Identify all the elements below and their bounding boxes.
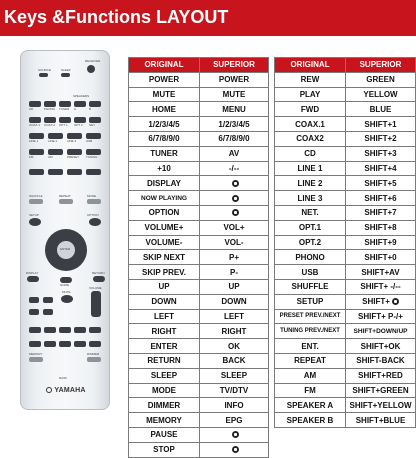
remote-button-label: OPTION <box>87 213 99 217</box>
superior-key-label: VOL+ <box>223 223 245 233</box>
superior-key-label: P- <box>230 267 238 277</box>
superior-key-label: TV/DTV <box>219 385 249 395</box>
superior-key-label: SHIFT+YELLOW <box>349 400 412 410</box>
superior-key-label: SHIFT+ -/-- <box>360 282 401 292</box>
superior-key-label: SHIFT-BACK <box>356 356 405 366</box>
original-key-cell: OPT.1 <box>275 220 346 235</box>
superior-key-cell <box>346 294 416 309</box>
superior-key-cell <box>346 265 416 280</box>
remote-button-label: OPT 1 <box>59 123 68 127</box>
superior-key-cell <box>346 176 416 191</box>
superior-key-cell <box>346 161 416 176</box>
table-row <box>275 102 416 117</box>
table-row <box>275 265 416 280</box>
remote-button-label: FM <box>29 155 34 159</box>
superior-key-cell <box>200 205 269 220</box>
remote-button-label: LINE 1 <box>29 139 39 143</box>
superior-key-cell <box>346 368 416 383</box>
superior-key-cell <box>200 413 269 428</box>
original-key-cell: 6/7/8/9/0 <box>129 131 200 146</box>
remote-button-label: AM <box>48 155 53 159</box>
remote-control-image <box>20 50 110 410</box>
superior-key-label: SHIFT+8 <box>364 223 397 233</box>
superior-key-label: UP <box>228 282 240 292</box>
right-table-header-row <box>275 58 416 73</box>
table-row <box>129 398 269 413</box>
remote-button-label: HOME <box>60 283 69 287</box>
table-row <box>275 235 416 250</box>
remote-button-label: SOURCE <box>38 68 51 72</box>
remote-button-label: PRESET <box>67 155 80 159</box>
original-key-cell: VOLUME- <box>129 235 200 250</box>
brand-logo <box>21 387 111 394</box>
table-row <box>129 353 269 368</box>
shuffle-button <box>29 199 43 204</box>
superior-key-label: SHIFT+AV <box>361 267 400 277</box>
brand-name: YAMAHA <box>54 387 86 394</box>
display-button <box>27 276 39 282</box>
display-icon <box>232 180 239 187</box>
table-row <box>275 176 416 191</box>
dimmer-button <box>87 357 101 362</box>
remote-button-label: DISPLAY <box>26 271 39 275</box>
table-row <box>129 146 269 161</box>
superior-key-cell <box>200 398 269 413</box>
table-row <box>129 427 269 442</box>
superior-key-cell <box>200 383 269 398</box>
table-row <box>129 205 269 220</box>
remote-model-label: RAS5 <box>59 376 67 380</box>
column-superior-header: SUPERIOR <box>346 58 416 73</box>
superior-key-label: YELLOW <box>363 89 398 99</box>
superior-key-label: POWER <box>218 75 250 85</box>
table-row <box>129 131 269 146</box>
table-row <box>129 102 269 117</box>
superior-key-cell <box>346 279 416 294</box>
remote-button-label: LINE 3 <box>67 139 77 143</box>
remote-button-label: MODE <box>87 194 96 198</box>
table-row <box>275 161 416 176</box>
remote-key <box>29 169 44 175</box>
superior-key-label: RIGHT <box>221 326 247 336</box>
table-row <box>275 146 416 161</box>
superior-key-label: INFO <box>224 400 244 410</box>
remote-button-label: RECEIVER <box>85 59 101 63</box>
superior-key-label: VOL- <box>224 237 244 247</box>
superior-key-cell <box>200 339 269 354</box>
table-row <box>129 250 269 265</box>
superior-key-cell <box>346 398 416 413</box>
original-key-cell: COAX2 <box>275 131 346 146</box>
table-row <box>129 161 269 176</box>
table-row <box>275 250 416 265</box>
original-key-cell: PLAY <box>275 87 346 102</box>
option-button <box>89 218 101 226</box>
superior-key-label: SHIFT+1 <box>364 119 397 129</box>
original-key-cell: SKIP PREV. <box>129 265 200 280</box>
column-superior-header: SUPERIOR <box>200 58 269 73</box>
superior-key-cell <box>200 235 269 250</box>
table-row <box>275 72 416 87</box>
superior-key-cell <box>200 265 269 280</box>
remote-button-label: SHUFFLE <box>29 194 43 198</box>
remote-button-label: COAX 2 <box>44 123 56 127</box>
remote-button-label: USB <box>86 139 93 143</box>
superior-key-label: SHIFT+DOWN/UP <box>353 327 408 335</box>
memory-button <box>29 357 43 362</box>
remote-key <box>86 169 101 175</box>
original-key-cell: ENTER <box>129 339 200 354</box>
table-row <box>129 339 269 354</box>
table-row <box>129 279 269 294</box>
original-key-cell: DIMMER <box>129 398 200 413</box>
transport-key <box>29 297 39 303</box>
superior-key-cell <box>346 353 416 368</box>
superior-key-cell <box>346 102 416 117</box>
return-button <box>93 276 105 282</box>
mode-button <box>87 199 101 204</box>
table-row <box>275 324 416 339</box>
remote-button-label: PHONO <box>44 107 56 111</box>
superior-key-label: 1/2/3/4/5 <box>218 119 250 129</box>
remote-key <box>74 327 86 333</box>
mute-button <box>61 295 73 303</box>
superior-key-cell <box>200 191 269 206</box>
remote-button-label: B <box>89 107 92 111</box>
table-row <box>275 353 416 368</box>
superior-key-cell <box>346 339 416 354</box>
remote-button-label: TUNING <box>86 155 98 159</box>
table-row <box>275 131 416 146</box>
table-row <box>275 279 416 294</box>
remote-button-label: LINE 2 <box>48 139 58 143</box>
table-row <box>275 368 416 383</box>
table-row <box>129 294 269 309</box>
superior-key-cell <box>200 146 269 161</box>
remote-button-label: MEMORY <box>29 352 43 356</box>
original-key-cell: TUNING PREV./NEXT <box>275 324 346 339</box>
remote-key <box>67 169 82 175</box>
superior-key-label: SHIFT+5 <box>364 178 397 188</box>
superior-key-label: BLUE <box>369 104 392 114</box>
remote-key <box>44 327 56 333</box>
remote-button-label: NET <box>89 123 95 127</box>
table-row <box>129 235 269 250</box>
remote-key <box>48 169 63 175</box>
original-key-cell: SLEEP <box>129 368 200 383</box>
table-row <box>275 191 416 206</box>
superior-key-cell <box>200 117 269 132</box>
superior-key-label: SHIFT+ <box>362 297 390 307</box>
superior-key-label: GREEN <box>366 75 395 85</box>
original-key-cell: HOME <box>129 102 200 117</box>
table-row <box>129 191 269 206</box>
original-key-cell: SPEAKER B <box>275 413 346 428</box>
superior-key-cell <box>346 383 416 398</box>
table-row <box>129 265 269 280</box>
superior-key-cell <box>346 413 416 428</box>
superior-key-cell <box>200 87 269 102</box>
superior-key-label: SHIFT+RED <box>358 371 403 381</box>
table-row <box>275 205 416 220</box>
original-key-cell: CD <box>275 146 346 161</box>
table-row <box>129 117 269 132</box>
original-key-cell: SPEAKER A <box>275 398 346 413</box>
setup-button <box>29 218 41 226</box>
original-key-cell: TUNER <box>129 146 200 161</box>
original-key-cell: STOP <box>129 442 200 457</box>
table-row <box>275 220 416 235</box>
column-original-header: ORIGINAL <box>275 58 346 73</box>
superior-key-cell <box>200 442 269 457</box>
table-row <box>129 176 269 191</box>
transport-key <box>43 297 53 303</box>
source-button <box>39 73 48 77</box>
transport-key <box>29 309 39 315</box>
original-key-cell: MUTE <box>129 87 200 102</box>
yamaha-tuning-fork-icon <box>46 387 52 393</box>
original-key-cell: +10 <box>129 161 200 176</box>
remote-key <box>89 327 101 333</box>
remote-button-label: TUNER <box>59 107 70 111</box>
table-row <box>275 398 416 413</box>
superior-key-cell <box>200 279 269 294</box>
remote-key <box>89 341 101 347</box>
superior-key-cell <box>200 72 269 87</box>
table-row <box>129 309 269 324</box>
table-row <box>129 324 269 339</box>
left-table-header-row <box>129 58 269 73</box>
original-key-cell: LINE 1 <box>275 161 346 176</box>
header-banner <box>0 0 416 36</box>
original-key-cell: MEMORY <box>129 413 200 428</box>
superior-key-label: SHIFT+0 <box>364 252 397 262</box>
remote-button-label: VOLUME <box>89 286 102 290</box>
superior-key-cell <box>200 309 269 324</box>
remote-key <box>29 341 41 347</box>
table-row <box>129 383 269 398</box>
table-row <box>275 413 416 428</box>
superior-key-label: SHIFT+BLUE <box>355 415 406 425</box>
original-key-cell: NET. <box>275 205 346 220</box>
superior-key-label: MUTE <box>222 89 246 99</box>
original-key-cell: LEFT <box>129 309 200 324</box>
original-key-cell: UP <box>129 279 200 294</box>
remote-button-label: MUTE <box>62 290 71 294</box>
original-key-cell: POWER <box>129 72 200 87</box>
original-key-cell: FWD <box>275 102 346 117</box>
volume-rocker <box>91 291 101 317</box>
remote-button-label: RETURN <box>92 271 105 275</box>
superior-key-label: MENU <box>222 104 246 114</box>
superior-key-cell <box>346 87 416 102</box>
table-row <box>275 309 416 324</box>
original-key-cell: REPEAT <box>275 353 346 368</box>
table-row <box>275 339 416 354</box>
superior-key-label: LEFT <box>224 311 244 321</box>
original-key-cell: PHONO <box>275 250 346 265</box>
remote-key <box>29 327 41 333</box>
original-key-cell: OPT.2 <box>275 235 346 250</box>
power-button <box>87 65 95 73</box>
superior-key-cell <box>346 324 416 339</box>
remote-button-label: SETUP <box>29 213 40 217</box>
original-key-cell: NOW PLAYING <box>129 191 200 206</box>
superior-key-cell <box>200 353 269 368</box>
superior-key-cell <box>200 131 269 146</box>
remote-button-label: COAX 1 <box>29 123 41 127</box>
remote-button-label: REPEAT <box>59 194 71 198</box>
superior-key-cell <box>346 205 416 220</box>
superior-key-label: -/-- <box>228 163 240 173</box>
original-key-cell: SKIP NEXT <box>129 250 200 265</box>
superior-key-cell <box>200 294 269 309</box>
column-original-header: ORIGINAL <box>129 58 200 73</box>
superior-key-cell <box>200 250 269 265</box>
superior-key-cell <box>346 309 416 324</box>
superior-key-label: SHIFT+7 <box>364 208 397 218</box>
superior-key-label: AV <box>228 149 240 159</box>
original-key-cell: USB <box>275 265 346 280</box>
superior-key-cell <box>346 235 416 250</box>
remote-button-label: OPT 2 <box>74 123 83 127</box>
remote-button-label: SPEAKERS <box>73 94 90 98</box>
superior-key-cell <box>200 161 269 176</box>
superior-key-cell <box>346 250 416 265</box>
superior-key-label: BACK <box>222 356 246 366</box>
superior-key-cell <box>346 191 416 206</box>
original-key-cell: SETUP <box>275 294 346 309</box>
remote-button-label: DIMMER <box>87 352 100 356</box>
superior-key-label: SLEEP <box>220 371 248 381</box>
option-icon <box>232 209 239 216</box>
table-row <box>129 87 269 102</box>
superior-key-label: EPG <box>225 415 243 425</box>
remote-button-label: SLEEP <box>61 68 71 72</box>
original-key-cell: 1/2/3/4/5 <box>129 117 200 132</box>
stop-icon <box>232 446 239 453</box>
setup-icon <box>392 298 399 305</box>
superior-key-cell <box>346 117 416 132</box>
superior-key-cell <box>346 131 416 146</box>
superior-key-label: SHIFT+2 <box>364 134 397 144</box>
original-key-cell: DISPLAY <box>129 176 200 191</box>
superior-key-label: OK <box>228 341 240 351</box>
table-row <box>129 442 269 457</box>
remote-button-label: A <box>74 107 77 111</box>
table-row <box>275 294 416 309</box>
superior-key-cell <box>346 146 416 161</box>
original-key-cell: PRESET PREV./NEXT <box>275 309 346 324</box>
original-key-cell: VOLUME+ <box>129 220 200 235</box>
superior-key-cell <box>200 102 269 117</box>
superior-key-cell <box>200 427 269 442</box>
remote-button-label: CD <box>29 107 34 111</box>
superior-key-label: 6/7/8/9/0 <box>218 134 250 144</box>
original-key-cell: COAX.1 <box>275 117 346 132</box>
remote-key <box>74 341 86 347</box>
superior-key-cell <box>200 176 269 191</box>
original-key-cell: MODE <box>129 383 200 398</box>
right-keys-table <box>274 57 416 428</box>
remote-key <box>59 341 71 347</box>
original-key-cell: LINE 3 <box>275 191 346 206</box>
remote-key <box>59 327 71 333</box>
superior-key-cell <box>346 220 416 235</box>
sleep-button <box>61 73 70 77</box>
superior-key-label: SHIFT+3 <box>364 149 397 159</box>
original-key-cell: ENT. <box>275 339 346 354</box>
table-row <box>129 413 269 428</box>
superior-key-cell <box>200 324 269 339</box>
page-title: Keys &Functions LAYOUT <box>4 7 229 27</box>
repeat-button <box>59 199 73 204</box>
superior-key-label: SHIFT+ P-/+ <box>358 311 403 321</box>
original-key-cell: AM <box>275 368 346 383</box>
table-row <box>275 87 416 102</box>
transport-key <box>43 309 53 315</box>
superior-key-label: SHIFT+4 <box>364 163 397 173</box>
table-row <box>275 117 416 132</box>
original-key-cell: LINE 2 <box>275 176 346 191</box>
original-key-cell: FM <box>275 383 346 398</box>
original-key-cell: RIGHT <box>129 324 200 339</box>
superior-key-label: DOWN <box>221 297 247 307</box>
original-key-cell: DOWN <box>129 294 200 309</box>
original-key-cell: REW <box>275 72 346 87</box>
superior-key-cell <box>200 368 269 383</box>
left-keys-table <box>128 57 269 458</box>
superior-key-cell <box>200 220 269 235</box>
now-playing-icon <box>232 195 239 202</box>
remote-key <box>44 341 56 347</box>
pause-icon <box>232 431 239 438</box>
superior-key-label: SHIFT+6 <box>364 193 397 203</box>
table-row <box>129 368 269 383</box>
table-row <box>129 220 269 235</box>
remote-button-label: ENTER <box>60 247 71 251</box>
original-key-cell: PAUSE <box>129 427 200 442</box>
original-key-cell: OPTION <box>129 205 200 220</box>
superior-key-label: SHIFT+9 <box>364 237 397 247</box>
superior-key-label: P+ <box>228 252 239 262</box>
table-row <box>275 383 416 398</box>
superior-key-cell <box>346 72 416 87</box>
table-row <box>129 72 269 87</box>
original-key-cell: RETURN <box>129 353 200 368</box>
superior-key-label: SHIFT+OK <box>360 341 401 351</box>
original-key-cell: SHUFFLE <box>275 279 346 294</box>
superior-key-label: SHIFT+GREEN <box>352 385 409 395</box>
